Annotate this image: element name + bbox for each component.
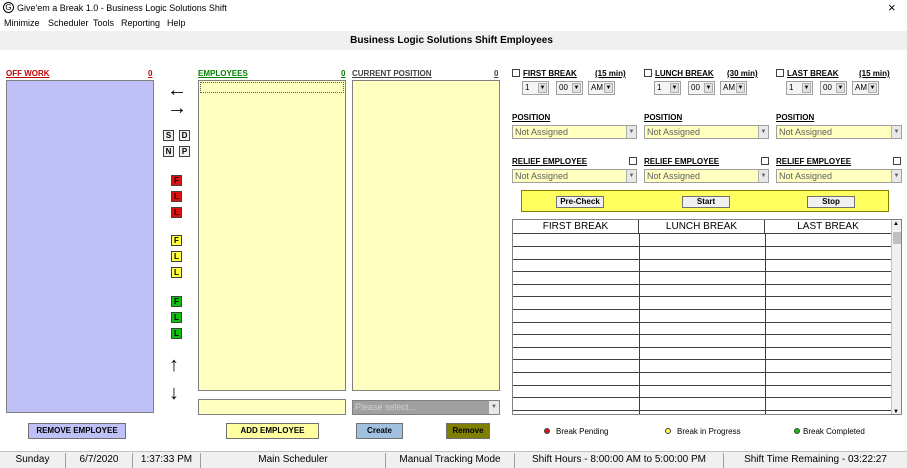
status-main-scheduler: Main Scheduler bbox=[201, 453, 386, 468]
status-date: 6/7/2020 bbox=[66, 453, 133, 468]
lunch-hour-select[interactable] bbox=[654, 81, 681, 95]
table-row[interactable] bbox=[513, 297, 891, 310]
green-last-button[interactable]: L bbox=[171, 328, 182, 339]
first-position-value: Not Assigned bbox=[515, 127, 569, 137]
first-relief-value: Not Assigned bbox=[515, 171, 569, 181]
in-progress-dot-icon bbox=[665, 428, 671, 434]
first-relief-checkbox[interactable] bbox=[629, 157, 637, 165]
column-divider bbox=[765, 297, 766, 310]
green-lunch-button[interactable]: L bbox=[171, 312, 182, 323]
last-position-value: Not Assigned bbox=[779, 127, 833, 137]
chevron-down-icon[interactable]: ▼ bbox=[671, 85, 678, 91]
lunch-minute-value: 00 bbox=[691, 83, 700, 92]
lunch-position-value: Not Assigned bbox=[647, 127, 701, 137]
column-divider bbox=[639, 247, 640, 260]
arrow-right-icon[interactable]: → bbox=[167, 97, 187, 119]
lunch-relief-label: RELIEF EMPLOYEE bbox=[644, 157, 720, 166]
close-icon[interactable]: × bbox=[888, 0, 896, 15]
lunch-break-duration: (30 min) bbox=[727, 69, 758, 78]
first-ampm-value: AM bbox=[591, 83, 603, 92]
employees-list[interactable] bbox=[198, 80, 346, 391]
last-minute-select[interactable] bbox=[820, 81, 847, 95]
first-break-checkbox[interactable] bbox=[512, 69, 520, 77]
lunch-ampm-value: AM bbox=[723, 83, 735, 92]
last-break-duration: (15 min) bbox=[859, 69, 890, 78]
lunch-relief-select[interactable] bbox=[644, 169, 769, 183]
last-relief-select[interactable] bbox=[776, 169, 902, 183]
n-button[interactable]: N bbox=[163, 146, 174, 157]
last-relief-label: RELIEF EMPLOYEE bbox=[776, 157, 852, 166]
column-divider bbox=[639, 360, 640, 373]
status-time: 1:37:33 PM bbox=[133, 453, 201, 468]
red-first-button[interactable]: F bbox=[171, 175, 182, 186]
last-hour-select[interactable] bbox=[786, 81, 813, 95]
column-divider bbox=[639, 335, 640, 348]
stop-button[interactable]: Stop bbox=[807, 196, 855, 208]
first-minute-value: 00 bbox=[559, 83, 568, 92]
last-ampm-select[interactable] bbox=[852, 81, 879, 95]
yellow-first-button[interactable]: F bbox=[171, 235, 182, 246]
last-break-checkbox[interactable] bbox=[776, 69, 784, 77]
table-row[interactable] bbox=[513, 347, 891, 360]
menu-bar bbox=[0, 16, 907, 31]
off-work-count: 0 bbox=[148, 69, 153, 78]
first-break-duration: (15 min) bbox=[595, 69, 626, 78]
chevron-down-icon[interactable]: ▼ bbox=[705, 85, 712, 91]
legend-pending: Break Pending bbox=[556, 427, 609, 436]
chevron-down-icon[interactable]: ▼ bbox=[758, 126, 768, 138]
grid-header-first: FIRST BREAK bbox=[513, 220, 639, 234]
column-divider bbox=[639, 410, 640, 415]
status-time-remaining: Shift Time Remaining - 03:22:27 bbox=[744, 454, 887, 465]
p-button[interactable]: P bbox=[179, 146, 190, 157]
column-divider bbox=[639, 259, 640, 272]
column-divider bbox=[765, 284, 766, 297]
chevron-down-icon[interactable]: ▼ bbox=[605, 85, 612, 91]
table-row[interactable] bbox=[513, 322, 891, 335]
scroll-down-icon[interactable]: ▼ bbox=[893, 409, 899, 415]
menu-tools[interactable]: Tools bbox=[93, 18, 115, 28]
first-relief-select[interactable] bbox=[512, 169, 637, 183]
first-position-select[interactable] bbox=[512, 125, 637, 139]
current-position-list[interactable] bbox=[352, 80, 500, 391]
column-divider bbox=[639, 322, 640, 335]
lunch-position-label: POSITION bbox=[644, 113, 683, 122]
column-divider bbox=[765, 373, 766, 386]
table-row[interactable] bbox=[513, 385, 891, 398]
scroll-thumb[interactable] bbox=[893, 232, 901, 244]
current-position-label: CURRENT POSITION bbox=[352, 69, 432, 78]
table-row[interactable] bbox=[513, 284, 891, 297]
scroll-up-icon[interactable]: ▲ bbox=[893, 221, 899, 227]
lunch-break-label: LUNCH BREAK bbox=[655, 69, 714, 78]
last-relief-value: Not Assigned bbox=[779, 171, 833, 181]
chevron-down-icon[interactable]: ▼ bbox=[837, 85, 844, 91]
position-select[interactable] bbox=[352, 400, 500, 415]
column-divider bbox=[765, 410, 766, 415]
table-row[interactable] bbox=[513, 360, 891, 373]
table-row[interactable] bbox=[513, 259, 891, 272]
column-divider bbox=[639, 234, 640, 247]
d-button[interactable]: D bbox=[179, 130, 190, 141]
first-relief-label: RELIEF EMPLOYEE bbox=[512, 157, 588, 166]
table-row[interactable] bbox=[513, 310, 891, 323]
grid-scrollbar[interactable] bbox=[891, 220, 902, 415]
column-divider bbox=[765, 385, 766, 398]
chevron-down-icon[interactable]: ▼ bbox=[869, 85, 876, 91]
first-position-label: POSITION bbox=[512, 113, 551, 122]
status-shift-hours: Shift Hours - 8:00:00 AM to 5:00:00 PM bbox=[515, 453, 724, 468]
chevron-down-icon[interactable]: ▼ bbox=[891, 126, 901, 138]
column-divider bbox=[765, 247, 766, 260]
app-logo-icon: G bbox=[3, 2, 14, 13]
column-divider bbox=[765, 272, 766, 285]
lunch-break-checkbox[interactable] bbox=[644, 69, 652, 77]
legend-completed: Break Completed bbox=[803, 427, 865, 436]
lunch-position-select[interactable] bbox=[644, 125, 769, 139]
last-position-label: POSITION bbox=[776, 113, 815, 122]
table-row[interactable] bbox=[513, 272, 891, 285]
arrow-left-icon[interactable]: ← bbox=[167, 79, 187, 101]
table-row[interactable] bbox=[513, 234, 891, 247]
grid-header-last: LAST BREAK bbox=[765, 220, 891, 234]
menu-scheduler[interactable]: Scheduler bbox=[48, 18, 89, 28]
column-divider bbox=[765, 335, 766, 348]
table-row[interactable] bbox=[513, 247, 891, 260]
remove-employee-button[interactable]: REMOVE EMPLOYEE bbox=[28, 423, 126, 439]
chevron-down-icon[interactable]: ▼ bbox=[737, 85, 744, 91]
chevron-down-icon[interactable]: ▼ bbox=[891, 170, 901, 182]
pending-dot-icon bbox=[544, 428, 550, 434]
last-ampm-value: AM bbox=[855, 83, 867, 92]
column-divider bbox=[639, 347, 640, 360]
menu-help[interactable]: Help bbox=[167, 18, 186, 28]
first-break-label: FIRST BREAK bbox=[523, 69, 577, 78]
grid-header-lunch: LUNCH BREAK bbox=[639, 220, 765, 234]
lunch-minute-select[interactable] bbox=[688, 81, 715, 95]
column-divider bbox=[639, 398, 640, 411]
last-relief-checkbox[interactable] bbox=[893, 157, 901, 165]
current-position-count: 0 bbox=[494, 69, 499, 78]
column-divider bbox=[765, 234, 766, 247]
employees-count: 0 bbox=[341, 69, 346, 78]
column-divider bbox=[765, 347, 766, 360]
window-title: Give'em a Break 1.0 - Business Logic Solutions Shift bbox=[17, 3, 227, 13]
column-divider bbox=[765, 398, 766, 411]
precheck-button[interactable]: Pre-Check bbox=[556, 196, 604, 208]
column-divider bbox=[765, 322, 766, 335]
column-divider bbox=[765, 310, 766, 323]
column-divider bbox=[765, 259, 766, 272]
chevron-down-icon[interactable]: ▼ bbox=[539, 85, 546, 91]
last-break-label: LAST BREAK bbox=[787, 69, 839, 78]
table-row[interactable] bbox=[513, 373, 891, 386]
list-selection-row[interactable] bbox=[200, 82, 344, 93]
new-employee-input[interactable] bbox=[198, 399, 346, 415]
add-employee-button[interactable]: ADD EMPLOYEE bbox=[226, 423, 319, 439]
column-divider bbox=[639, 385, 640, 398]
remove-button[interactable]: Remove bbox=[446, 423, 490, 439]
column-divider bbox=[765, 360, 766, 373]
column-divider bbox=[639, 310, 640, 323]
start-button[interactable]: Start bbox=[682, 196, 730, 208]
lunch-hour-value: 1 bbox=[657, 83, 662, 92]
chevron-down-icon[interactable]: ▼ bbox=[803, 85, 810, 91]
table-row[interactable] bbox=[513, 335, 891, 348]
arrow-down-icon[interactable]: ↓ bbox=[169, 382, 179, 404]
status-tracking-mode: Manual Tracking Mode bbox=[386, 453, 515, 468]
first-hour-select[interactable] bbox=[522, 81, 549, 95]
chevron-down-icon[interactable]: ▼ bbox=[758, 170, 768, 182]
column-divider bbox=[639, 272, 640, 285]
last-minute-value: 00 bbox=[823, 83, 832, 92]
chevron-down-icon[interactable]: ▼ bbox=[489, 401, 499, 414]
first-minute-select[interactable] bbox=[556, 81, 583, 95]
status-day: Sunday bbox=[0, 453, 66, 468]
column-divider bbox=[639, 284, 640, 297]
column-divider bbox=[639, 373, 640, 386]
legend-in-progress: Break in Progress bbox=[677, 427, 741, 436]
red-last-button[interactable]: L bbox=[171, 207, 182, 218]
yellow-last-button[interactable]: L bbox=[171, 267, 182, 278]
last-hour-value: 1 bbox=[789, 83, 794, 92]
menu-minimize[interactable]: Minimize bbox=[4, 18, 40, 28]
lunch-relief-checkbox[interactable] bbox=[761, 157, 769, 165]
last-position-select[interactable] bbox=[776, 125, 902, 139]
lunch-ampm-select[interactable] bbox=[720, 81, 747, 95]
chevron-down-icon[interactable]: ▼ bbox=[626, 126, 636, 138]
lunch-relief-value: Not Assigned bbox=[647, 171, 701, 181]
arrow-up-icon[interactable]: ↑ bbox=[169, 354, 179, 376]
table-row[interactable] bbox=[513, 398, 891, 411]
off-work-list[interactable] bbox=[6, 80, 154, 413]
column-divider bbox=[639, 297, 640, 310]
break-grid[interactable] bbox=[512, 219, 902, 415]
first-hour-value: 1 bbox=[525, 83, 530, 92]
first-ampm-select[interactable] bbox=[588, 81, 615, 95]
position-select-placeholder: Please select... bbox=[355, 402, 417, 412]
employees-label: EMPLOYEES bbox=[198, 69, 248, 78]
yellow-lunch-button[interactable]: L bbox=[171, 251, 182, 262]
page-title: Business Logic Solutions Shift Employees bbox=[350, 35, 553, 46]
s-button[interactable]: S bbox=[163, 130, 174, 141]
completed-dot-icon bbox=[794, 428, 800, 434]
table-row[interactable] bbox=[513, 410, 891, 415]
off-work-label: OFF WORK bbox=[6, 69, 50, 78]
chevron-down-icon[interactable]: ▼ bbox=[573, 85, 580, 91]
menu-reporting[interactable]: Reporting bbox=[121, 18, 161, 28]
green-first-button[interactable]: F bbox=[171, 296, 182, 307]
red-lunch-button[interactable]: L bbox=[171, 191, 182, 202]
chevron-down-icon[interactable]: ▼ bbox=[626, 170, 636, 182]
create-button[interactable]: Create bbox=[356, 423, 403, 439]
